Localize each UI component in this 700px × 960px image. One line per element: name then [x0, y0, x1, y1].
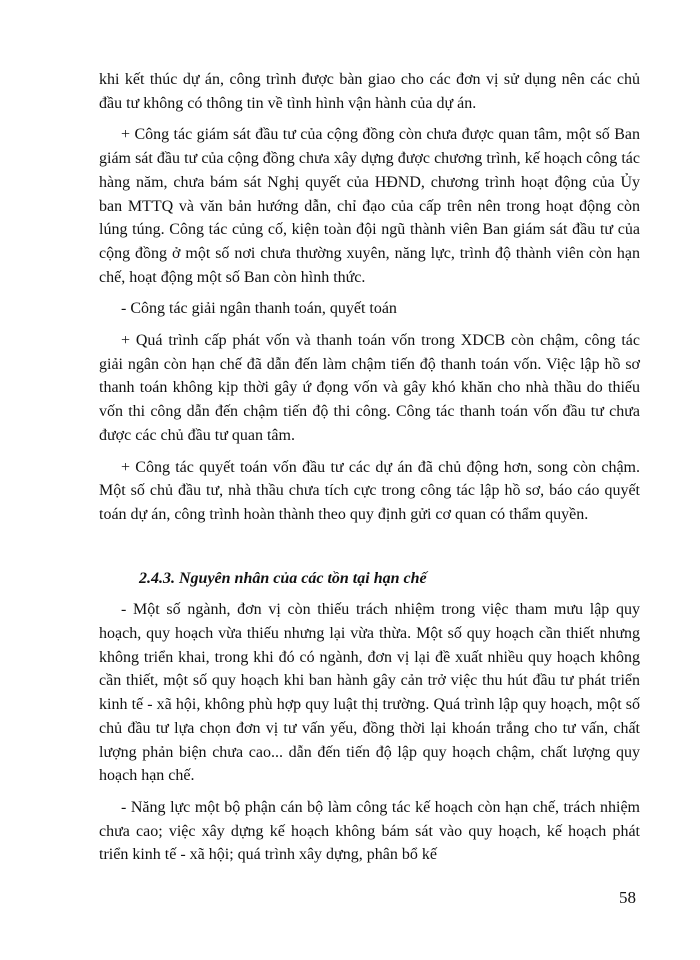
section-heading-2-4-3: 2.4.3. Nguyên nhân của các tồn tại hạn chế — [139, 569, 427, 587]
paragraph-disbursement-heading: - Công tác giải ngân thanh toán, quyết toán — [121, 300, 397, 318]
paragraph-staff-capacity: - Năng lực một bộ phận cán bộ làm công tác kế hoạch còn hạn chế, trách nhiệm chưa cao; việc xây dựng kế hoạch không bám sát vào quy hoạch, kế hoạch phát triển kinh tế - xã hội; quá trình xây dựng, phân bổ kế — [99, 798, 640, 864]
body-text — [99, 68, 640, 867]
paragraph-capital-allocation: + Quá trình cấp phát vốn và thanh toán vốn trong XDCB còn chậm, công tác giải ngân còn hạn chế đã dẫn đến làm chậm tiến độ thanh toán vốn. Việc lập hồ sơ thanh toán không kịp thời gây ứ đọng vốn và gây khó khăn cho nhà thầu do thiếu vốn thi công dẫn đến chậm tiến độ thi công. Công tác thanh toán vốn đầu tư chưa được các chủ đầu tư quan tâm. — [99, 332, 640, 444]
paragraph-community-supervision: + Công tác giám sát đầu tư của cộng đồng còn chưa được quan tâm, một số Ban giám sát đầu tư của cộng đồng chưa xây dựng được chương trình, kế hoạch công tác hàng năm, chưa bám sát Nghị quyết của HĐND, chương trình hoạt động của Ủy ban MTTQ và văn bản hướng dẫn, chỉ đạo của cấp trên nên trong hoạt động còn lúng túng. Công tác củng cố, kiện toàn đội ngũ thành viên Ban giám sát đầu tư của cộng đồng ở một số nơi chưa thường xuyên, năng lực, trình độ thành viên còn hạn chế, hoạt động một số Ban còn hình thức. — [99, 126, 640, 286]
paragraph-settlement: + Công tác quyết toán vốn đầu tư các dự án đã chủ động hơn, song còn chậm. Một số chủ đầu tư, nhà thầu chưa tích cực trong công tác lập hồ sơ, báo cáo quyết toán dự án, công trình hoàn thành theo quy định gửi cơ quan có thẩm quyền. — [99, 458, 640, 523]
page-number: 58 — [619, 888, 636, 907]
paragraph-planning-responsibility: - Một số ngành, đơn vị còn thiếu trách nhiệm trong việc tham mưu lập quy hoạch, quy hoạch vừa thiếu nhưng lại vừa thừa. Một số quy hoạch cần thiết nhưng không triển khai, trong khi đó có ngành, đơn vị lại đề xuất nhiều quy hoạch không cần thiết, một số quy hoạch khi ban hành gây cản trở việc thu hút đầu tư phát triển kinh tế - xã hội, không phù hợp quy luật thị trường. Quá trình lập quy hoạch, một số chủ đầu tư lựa chọn đơn vị tư vấn yếu, đồng thời lại khoán trắng cho tư vấn, chất lượng phản biện chưa cao... dẫn đến tiến độ lập quy hoạch chậm, chất lượng quy hoạch hạn chế. — [99, 601, 640, 785]
paragraph-project-handover: khi kết thúc dự án, công trình được bàn giao cho các đơn vị sử dụng nên các chủ đầu tư không có thông tin về tình hình vận hành của dự án. — [99, 71, 640, 112]
